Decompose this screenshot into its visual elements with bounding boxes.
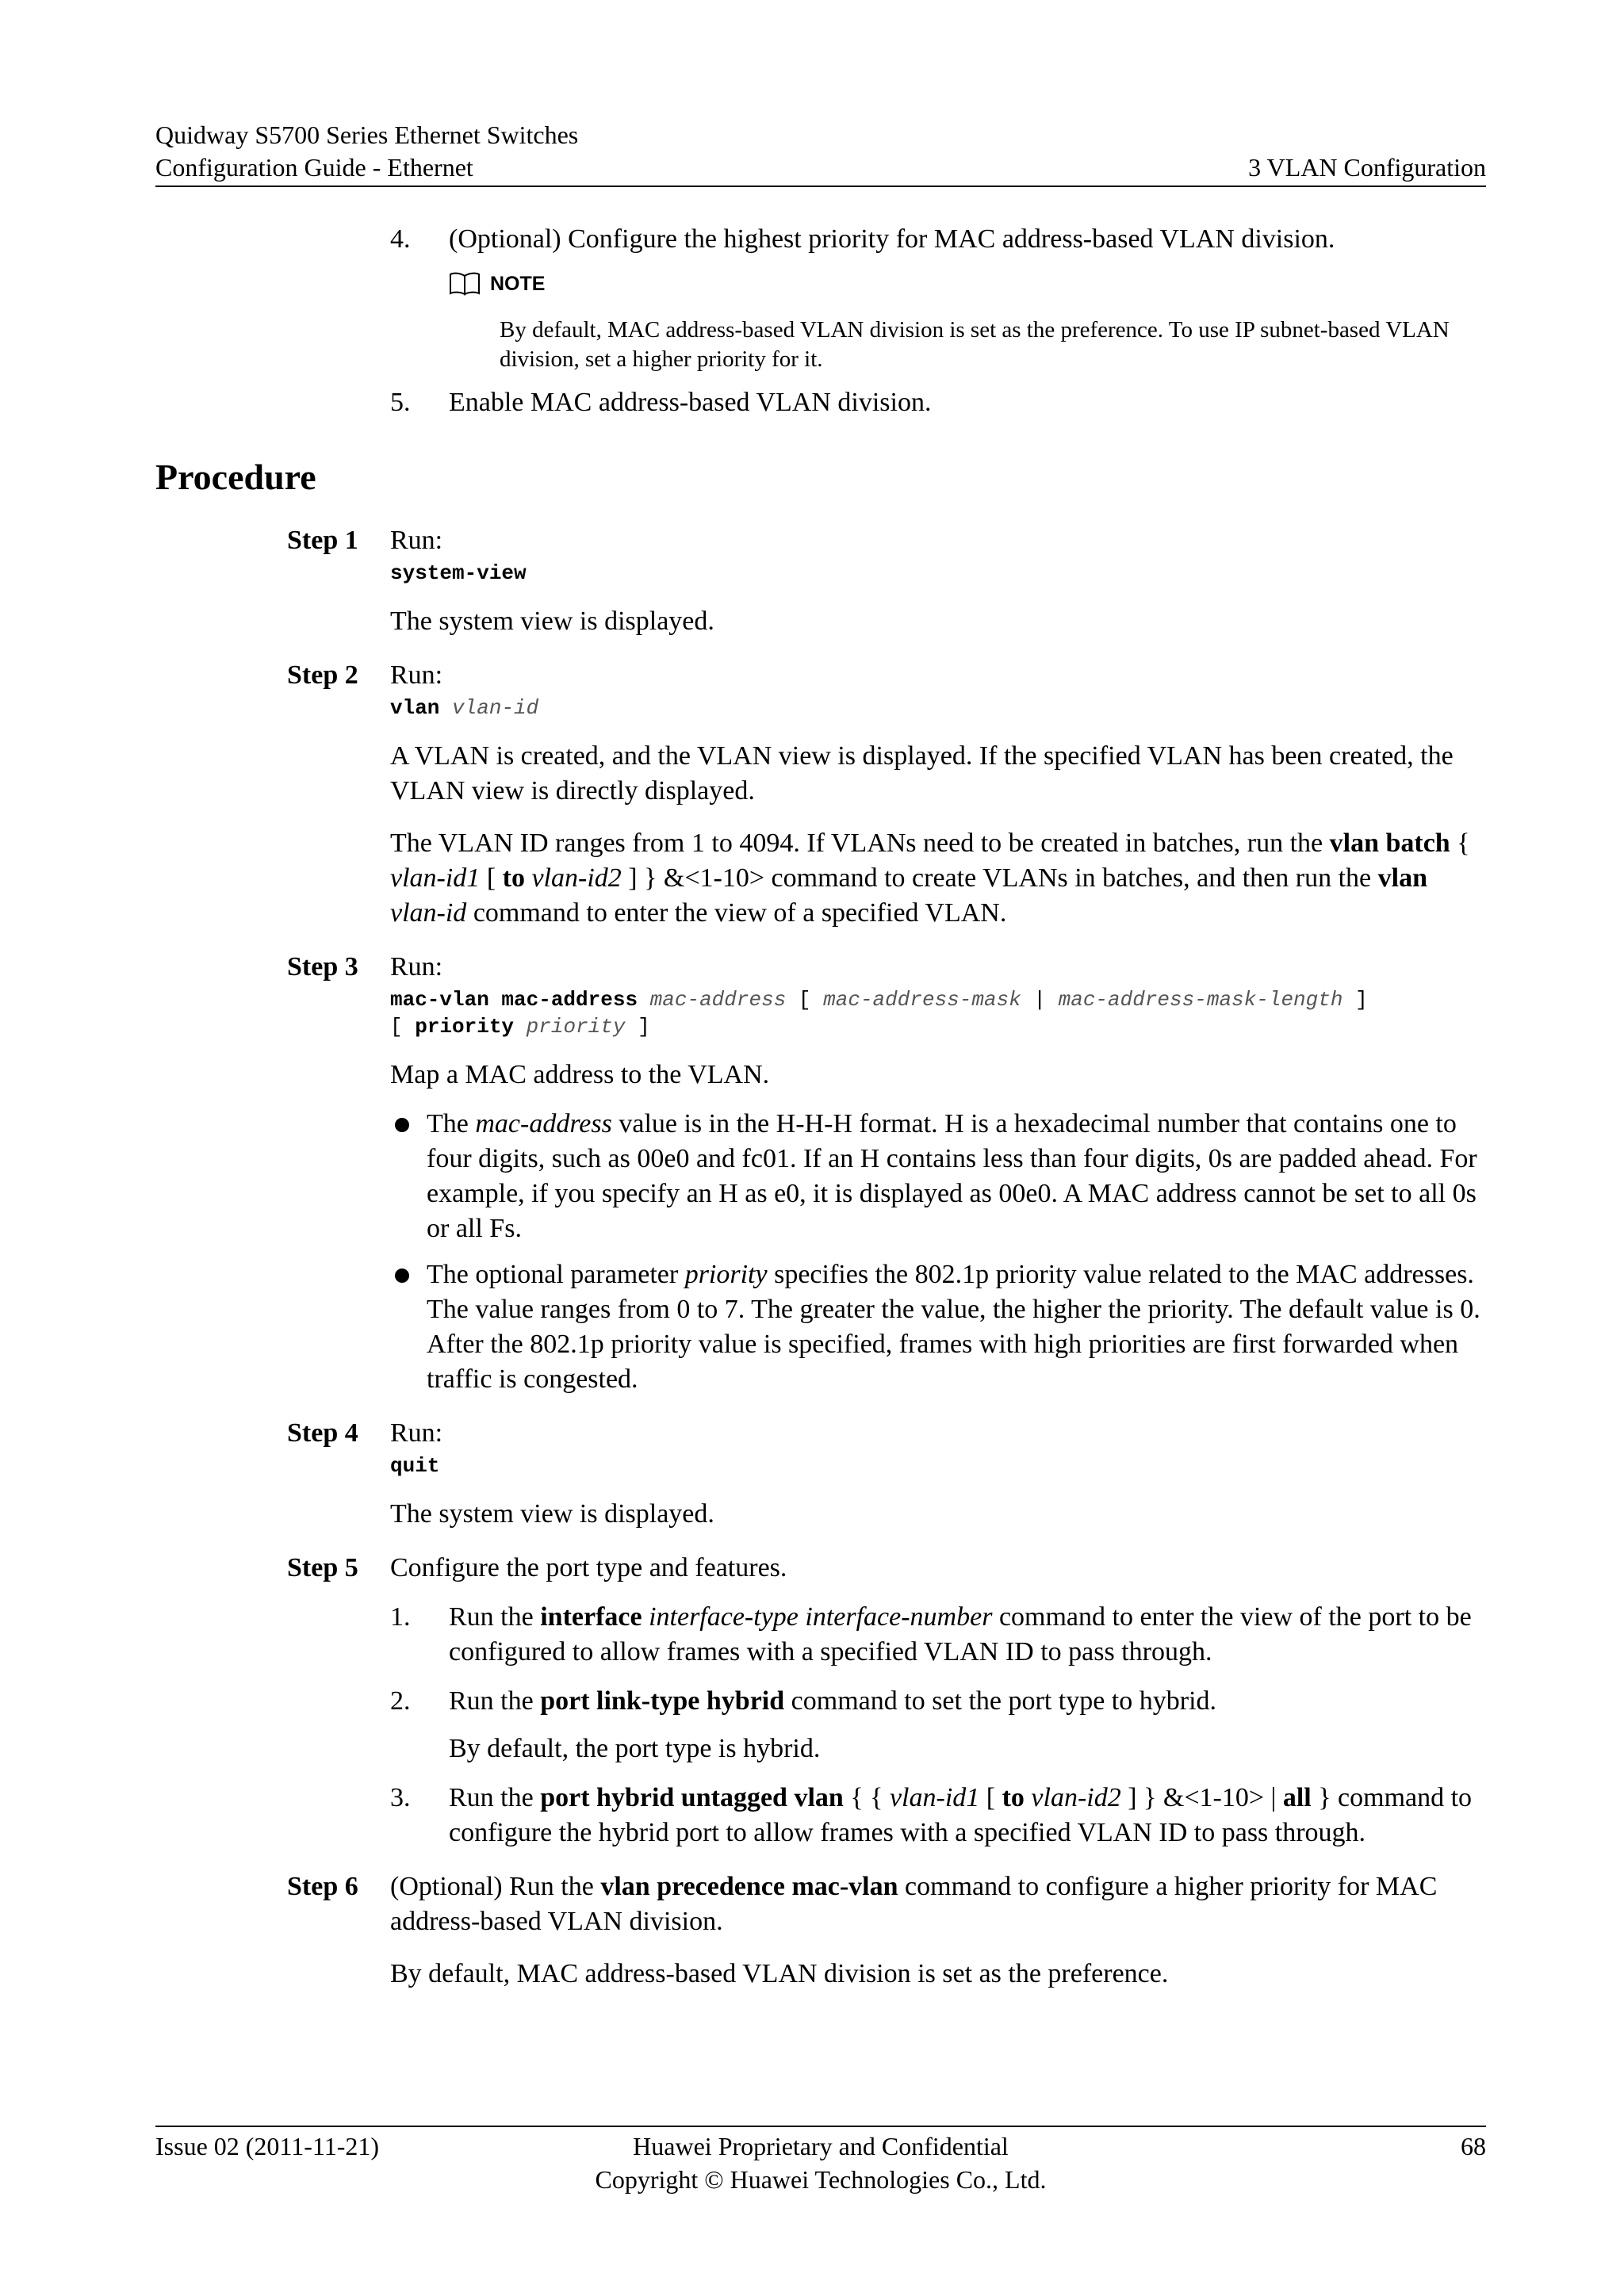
step-run: Run:	[390, 952, 443, 982]
step-description: Map a MAC address to the VLAN.	[390, 1060, 770, 1089]
step-2	[155, 658, 1486, 931]
list-item-4: 4. (Optional) Configure the highest priority for MAC address-based VLAN division.	[390, 224, 1335, 254]
step-text: Configure the port type and features.	[390, 1553, 787, 1582]
step-description: A VLAN is created, and the VLAN view is displayed. If the specified VLAN has been created, the VLAN view is directly displayed.	[390, 741, 1454, 806]
sub-step-2: 2. Run the port link-type hybrid command to set the port type to hybrid.	[390, 1686, 1217, 1716]
step-text: (Optional) Run the vlan precedence mac-vlan command to configure a higher priority for MAC address-based VLAN division.	[390, 1872, 1438, 1936]
step-label: Step 4	[287, 1418, 358, 1448]
step-label: Step 5	[287, 1553, 358, 1582]
step-paragraph: The VLAN ID ranges from 1 to 4094. If VLANs need to be created in batches, run the vlan batch { vlan-id1 [ to vlan-id2 ] } &<1-10> command to create VLANs in batches, and then run the vlan vlan-id command to enter the view of a specified VLAN.	[390, 828, 1470, 928]
command: vlan vlan-id	[390, 696, 539, 720]
bullet-item: The optional parameter priority specifies the 802.1p priority value related to the MAC addresses. The value ranges from 0 to 7. The greater the value, the higher the priority. The default value is 0. After the 802.1p priority value is specified, frames with high priorities are first forwarded when traffic is congested.	[390, 1257, 1486, 1397]
command: system-view	[390, 561, 527, 585]
sub-step-1: 1. Run the interface interface-type interface-number command to enter the view of the port to be configured to allow frames with a specified VLAN ID to pass through.	[390, 1602, 1472, 1667]
note-text: By default, MAC address-based VLAN division is set as the preference. To use IP subnet-based VLAN division, set a higher priority for it.	[500, 317, 1450, 372]
sub-step-2-note: By default, the port type is hybrid.	[449, 1734, 821, 1763]
command: quit	[390, 1454, 440, 1478]
footer-confidential: Huawei Proprietary and Confidential	[633, 2132, 1009, 2160]
step-run: Run:	[390, 660, 443, 690]
bullet-item: The mac-address value is in the H-H-H format. H is a hexadecimal number that contains one to four digits, such as 00e0 and fc01. If an H contains less than four digits, 0s are padded ahead. For example, if you specify an H as e0, it is displayed as 00e0. A MAC address cannot be set to all 0s or all Fs.	[390, 1107, 1486, 1246]
header-guide: Configuration Guide - Ethernet	[155, 153, 473, 182]
footer-center	[155, 2130, 1486, 2196]
step-6	[155, 1869, 1486, 1992]
header-divider	[155, 186, 1486, 187]
sub-step-3: 3. Run the port hybrid untagged vlan { { vlan-id1 [ to vlan-id2 ] } &<1-10> | all } command to configure the hybrid port to allow frames with a specified VLAN ID to pass through.	[390, 1783, 1473, 1847]
header-chapter: 3 VLAN Configuration	[1248, 153, 1486, 182]
step-run: Run:	[390, 526, 443, 555]
list-item-4-text: (Optional) Configure the highest priority for MAC address-based VLAN division.	[449, 224, 1335, 254]
note-header	[449, 266, 1486, 301]
step-5	[155, 1551, 1486, 1850]
step-description: The system view is displayed.	[390, 1499, 714, 1529]
command: mac-vlan mac-address mac-address [ mac-address-mask | mac-address-mask-length ] [ priority priority ]	[390, 988, 1368, 1039]
footer-copyright: Copyright © Huawei Technologies Co., Ltd.	[595, 2165, 1047, 2194]
step-run: Run:	[390, 1418, 443, 1448]
bullet-icon	[395, 1118, 409, 1132]
step-4	[155, 1416, 1486, 1532]
step-label: Step 2	[287, 660, 358, 690]
step-1	[155, 523, 1486, 639]
list-item-5: 5. Enable MAC address-based VLAN division.	[390, 388, 932, 417]
note-label: NOTE	[490, 273, 546, 295]
step-description: By default, MAC address-based VLAN division is set as the preference.	[390, 1959, 1169, 1988]
header-product: Quidway S5700 Series Ethernet Switches	[155, 121, 579, 149]
page-header	[155, 119, 1486, 184]
step-label: Step 6	[287, 1872, 358, 1901]
step-description: The system view is displayed.	[390, 607, 714, 636]
step-3	[155, 950, 1486, 1397]
footer-issue: Issue 02 (2011-11-21)	[155, 2132, 380, 2160]
section-title: Procedure	[155, 457, 316, 497]
page-number: 68	[1461, 2132, 1486, 2160]
bullet-list	[390, 1107, 1486, 1397]
footer-divider	[155, 2126, 1486, 2127]
step-label: Step 3	[287, 952, 358, 982]
step-label: Step 1	[287, 526, 358, 555]
book-icon	[449, 272, 481, 296]
bullet-icon	[395, 1269, 409, 1283]
page-body	[155, 222, 1486, 1992]
list-item-5-text: Enable MAC address-based VLAN division.	[449, 388, 932, 417]
